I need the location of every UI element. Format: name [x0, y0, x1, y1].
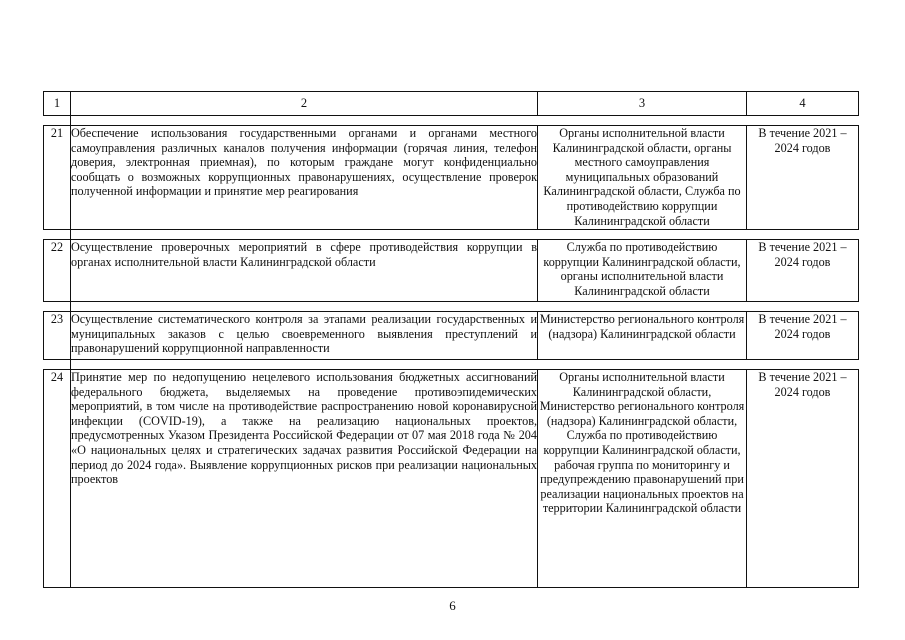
row-description: Осуществление систематического контроля за этапами реализации государственных и муниципальных заказов с целью своевременного выявления преступлений и правонарушений коррупционной направленности — [71, 312, 538, 360]
row-description: Осуществление проверочных мероприятий в сфере противодействия коррупции в органах исполнительной власти Калининградской области — [71, 240, 538, 302]
row-number: 23 — [44, 312, 71, 360]
header-col-4: 4 — [747, 92, 859, 116]
row-term: В течение 2021 – 2024 годов — [747, 240, 859, 302]
row-responsible: Органы исполнительной власти Калининградской области, органы местного самоуправления муниципальных образований Калининградской области, Служба по противодействию коррупции Калининградской области — [538, 126, 747, 230]
row-number: 22 — [44, 240, 71, 302]
table-row — [44, 126, 859, 230]
row-number: 24 — [44, 370, 71, 588]
header-col-2: 2 — [71, 92, 538, 116]
row-term: В течение 2021 – 2024 годов — [747, 370, 859, 588]
header-col-1: 1 — [44, 92, 71, 116]
row-term: В течение 2021 – 2024 годов — [747, 312, 859, 360]
row-responsible: Служба по противодействию коррупции Калининградской области, органы исполнительной власти Калининградской области — [538, 240, 747, 302]
plan-table-container — [43, 91, 858, 588]
row-gap — [44, 360, 859, 370]
row-responsible: Органы исполнительной власти Калининградской области, Министерство регионального контроля (надзора) Калининградской области, Служба по противодействию коррупции Калининградской области, рабочая группа по мониторингу и предупреждению правонарушений при реализации национальных проектов на территории Калининградской области — [538, 370, 747, 588]
header-row — [44, 92, 859, 116]
table-row — [44, 312, 859, 360]
page-number: 6 — [449, 598, 456, 613]
row-term: В течение 2021 – 2024 годов — [747, 126, 859, 230]
row-gap — [44, 230, 859, 240]
row-responsible: Министерство регионального контроля (надзора) Калининградской области — [538, 312, 747, 360]
row-description: Принятие мер по недопущению нецелевого использования бюджетных ассигнований федерального бюджета, выделяемых на проведение противоэпидемических мероприятий, в том числе на противодействие распространению новой коронавирусной инфекции (COVID-19), а также на реализацию национальных проектов, предусмотренных Указом Президента Российской Федерации от 07 мая 2018 года № 204 «О национальных целях и стратегических задачах развития Российской Федерации на период до 2024 года». Выявление коррупционных рисков при реализации национальных проектов — [71, 370, 538, 588]
row-gap — [44, 302, 859, 312]
row-description: Обеспечение использования государственными органами и органами местного самоуправления различных каналов получения информации (горячая линия, телефон доверия, электронная приемная), по которым граждане могут конфиденциально сообщать о возможных коррупционных правонарушениях, осуществление проверок полученной информации и принятие мер реагирования — [71, 126, 538, 230]
table-row — [44, 240, 859, 302]
table-row — [44, 370, 859, 588]
row-gap — [44, 116, 859, 126]
row-number: 21 — [44, 126, 71, 230]
plan-table — [43, 91, 859, 588]
header-col-3: 3 — [538, 92, 747, 116]
